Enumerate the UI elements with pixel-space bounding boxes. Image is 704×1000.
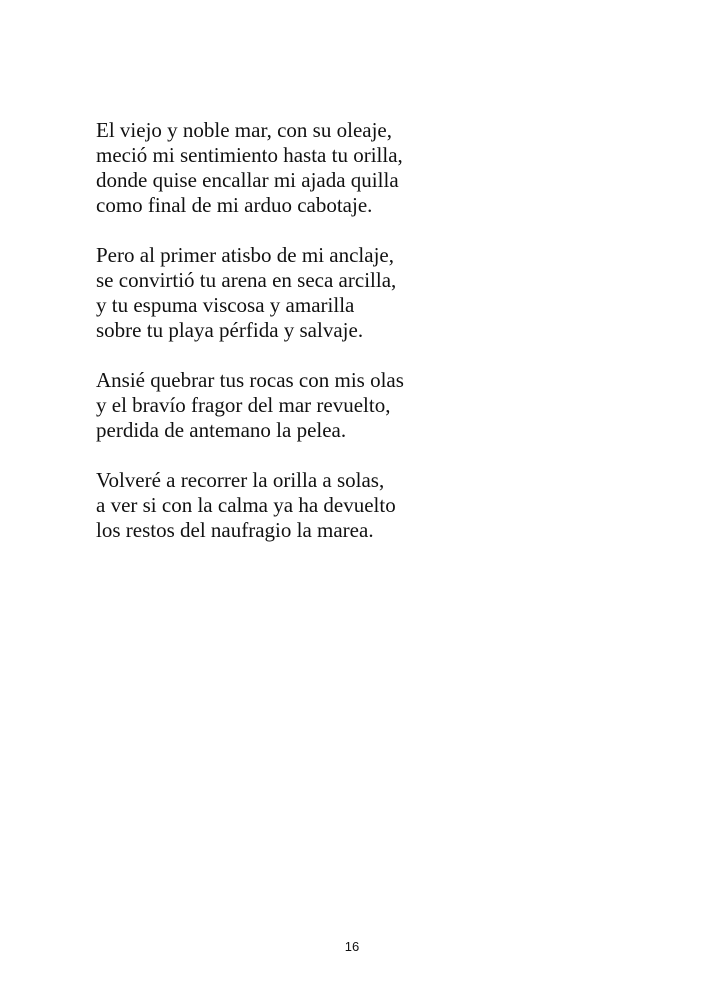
poem-line: Ansié quebrar tus rocas con mis olas xyxy=(96,368,404,392)
poem-line: y el bravío fragor del mar revuelto, xyxy=(96,393,391,417)
poem-line: los restos del naufragio la marea. xyxy=(96,518,374,542)
poem-line: perdida de antemano la pelea. xyxy=(96,418,347,442)
poem-line: El viejo y noble mar, con su oleaje, xyxy=(96,118,392,142)
page-number xyxy=(0,939,704,955)
poem-line: a ver si con la calma ya ha devuelto xyxy=(96,493,396,517)
poem-line: Pero al primer atisbo de mi anclaje, xyxy=(96,243,394,267)
poem-line: se convirtió tu arena en seca arcilla, xyxy=(96,268,397,292)
stanza-3 xyxy=(96,368,656,443)
poem-body xyxy=(96,118,656,568)
poem-line: sobre tu playa pérfida y salvaje. xyxy=(96,318,364,342)
poem-line: Volveré a recorrer la orilla a solas, xyxy=(96,468,385,492)
page-number-label: 16 xyxy=(344,939,360,954)
poem-line: donde quise encallar mi ajada quilla xyxy=(96,168,399,192)
poem-line: y tu espuma viscosa y amarilla xyxy=(96,293,355,317)
poem-line: meció mi sentimiento hasta tu orilla, xyxy=(96,143,403,167)
stanza-4 xyxy=(96,468,656,543)
stanza-2 xyxy=(96,243,656,343)
stanza-1 xyxy=(96,118,656,218)
poem-line: como final de mi arduo cabotaje. xyxy=(96,193,373,217)
